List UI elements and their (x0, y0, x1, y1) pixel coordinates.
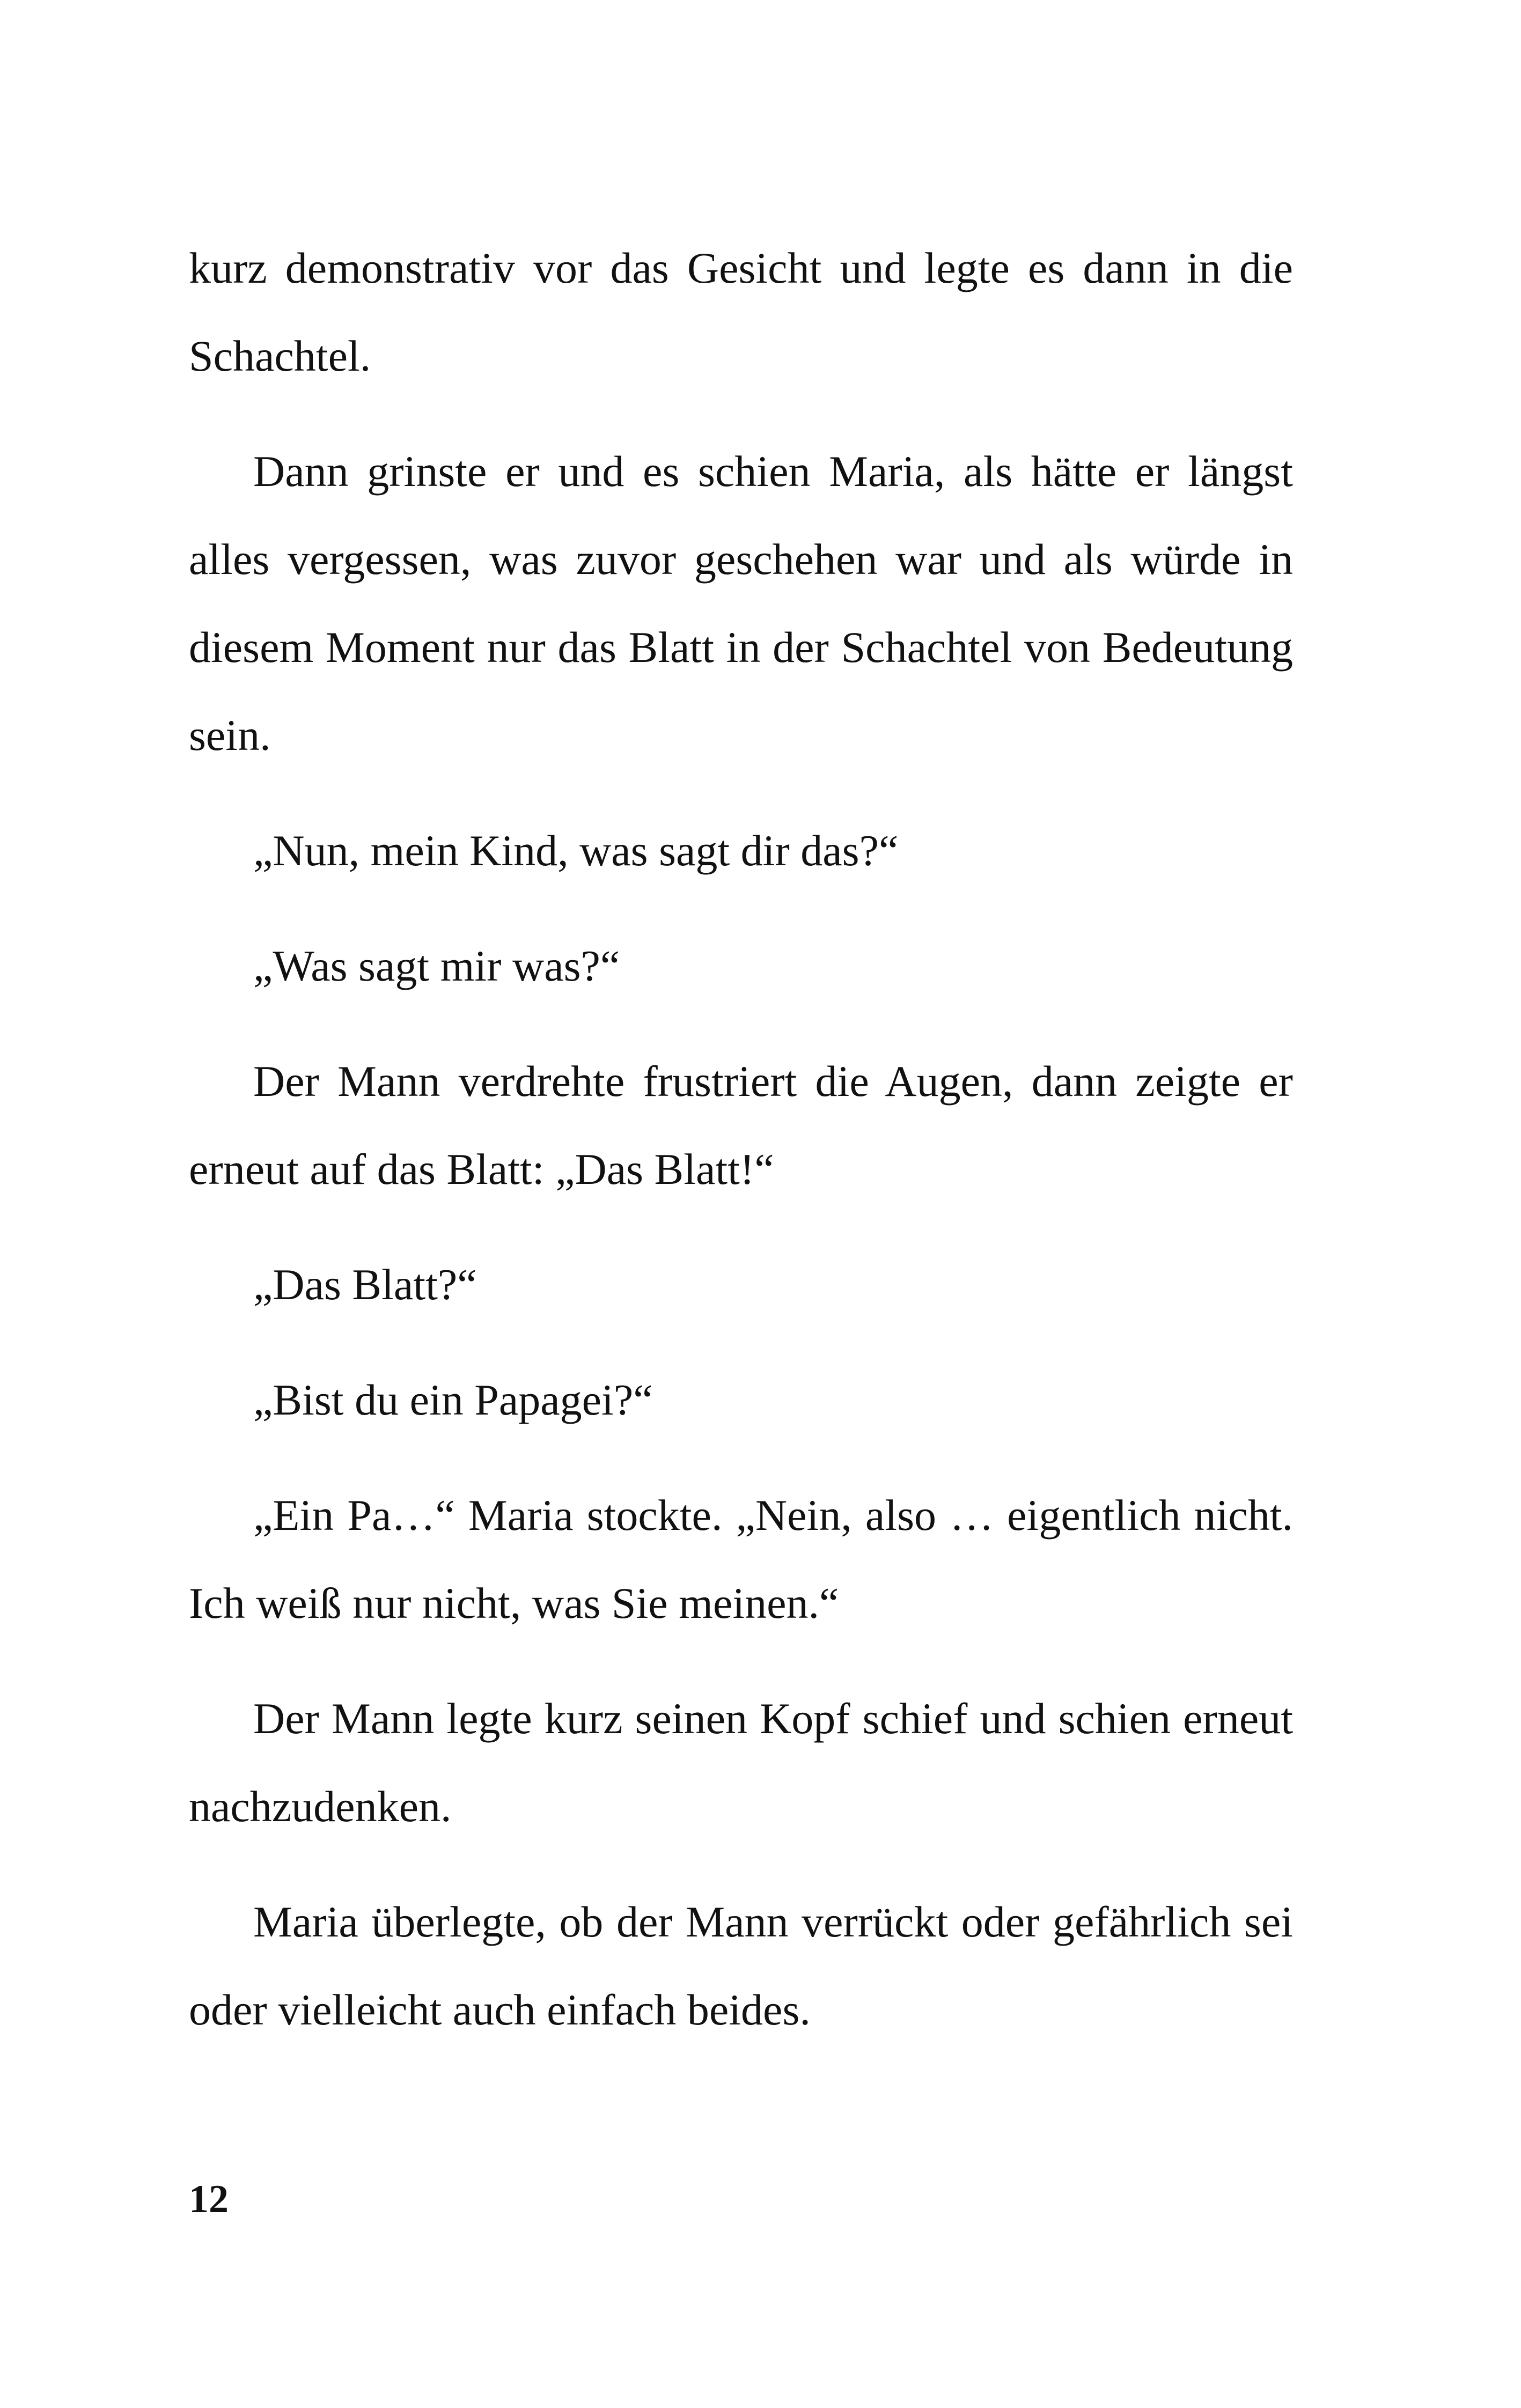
body-text (189, 224, 1293, 2081)
paragraph: „Bist du ein Papagei?“ (253, 1375, 653, 1424)
paragraph: kurz demonstrativ vor das Gesicht und legte es dann in die Schachtel. (189, 244, 1293, 380)
paragraph: Der Mann verdrehte frustriert die Augen, dann zeigte er erneut auf das Blatt: „Das Blatt!“ (189, 1057, 1293, 1194)
paragraph: Der Mann legte kurz seinen Kopf schief und schien erneut nachzudenken. (189, 1694, 1293, 1831)
paragraph: Dann grinste er und es schien Maria, als hätte er längst alles vergessen, was zuvor geschehen war und als würde in diesem Moment nur das Blatt in der Schachtel von Bedeutung sein. (189, 447, 1293, 760)
paragraph: „Ein Pa…“ Maria stockte. „Nein, also … eigentlich nicht. Ich weiß nur nicht, was Sie meinen.“ (189, 1491, 1293, 1628)
paragraph: „Das Blatt?“ (253, 1260, 477, 1309)
paragraph: „Nun, mein Kind, was sagt dir das?“ (253, 826, 899, 875)
page-number: 12 (189, 2177, 229, 2221)
paragraph: Maria überlegte, ob der Mann verrückt oder gefährlich sei oder vielleicht auch einfach beides. (189, 1897, 1293, 2034)
paragraph: „Was sagt mir was?“ (253, 941, 620, 990)
